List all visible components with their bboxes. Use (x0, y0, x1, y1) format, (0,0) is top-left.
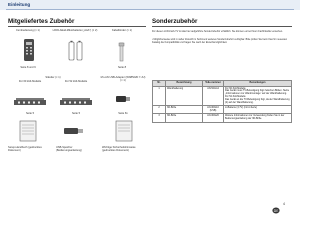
cell-part-number: AN-3DG10 (USB) (203, 106, 224, 114)
page-number-badge (272, 201, 282, 213)
cell-remarks: Weitere Informationen zur Verwendung finden Sie in der Bedienungsanleitung der 3D-Brille. (224, 114, 292, 122)
section-rule-left (8, 26, 146, 27)
cell-nr: 2 (153, 106, 166, 114)
ref-cable-tie: Seite 8 (117, 66, 127, 69)
optional-note (152, 38, 292, 44)
ref-usb-adapter: Seite 61 (118, 112, 128, 115)
label-usb-adapter: M-LAN USB-Adapter (WN8522D 7-JU) (× 1) (100, 76, 146, 83)
ref-stand-60: Seite 5 (25, 112, 35, 115)
label-stand: Ständer (× 1) (45, 76, 61, 79)
cell-remarks: Li-Batterie (3,7V) (mit A-Serie) (224, 106, 292, 114)
optional-intro-text: Für diesen LCD-Farb-TV ist das hier aufgeführte Sonderzubehör erhältlich. Sie können es bei Ihrem Fachhändler erwerben. (152, 30, 283, 33)
table-row (153, 114, 292, 122)
table-row (153, 86, 292, 105)
header-divider (6, 9, 294, 10)
section-title-optional-accessories: Sonderzubehör (152, 18, 198, 25)
section-title-included-accessories: Mitgeliefertes Zubehör (8, 18, 75, 25)
cell-nr: 3 (153, 114, 166, 122)
cell-part-number: AN-3DG20 (203, 114, 224, 122)
usb-adapter-image (114, 92, 132, 106)
label-safety-instructions: Wichtige Sicherheitshinweise (gedrucktes Dokument) (102, 146, 136, 153)
header-name: Bezeichnung (166, 81, 203, 87)
batteries-image (64, 40, 88, 62)
cell-name: 3D-Brille (166, 106, 203, 114)
label-cable-tie: Kabelbinder (× 1) (112, 29, 132, 32)
optional-note-text: Möglicherweise wird in naher Zukunft im Sortiment weiteres Sonderzubehör verfügbar. Bitte prüfen Sie beim Kauf im neuesten Katalog die Kompatibilität und fragen Sie nach der Erwerbsmöglichkeit. (152, 38, 288, 44)
label-remote-control: Fernbedienung (× 1) (16, 29, 40, 32)
section-rule-right (152, 26, 292, 27)
cell-name: Wandhalterung (166, 86, 203, 105)
safety-instructions-image (110, 120, 138, 142)
header-remarks: Bemerkungen (224, 81, 292, 87)
ref-stand-52: Seite 5 (71, 112, 81, 115)
header-part-number: Teile-nummer (203, 81, 224, 87)
stand-60-image (12, 89, 48, 109)
label-usb-memory: USB-Speicher (Bedienungsanleitung) (56, 146, 82, 153)
cell-part-number: AN-52AG4 (203, 86, 224, 105)
stand-52-image (58, 89, 94, 109)
page-badge-icon (272, 207, 280, 214)
label-stand-60: Für 60 Zoll-Modelle (18, 80, 42, 83)
setup-manual-image (14, 120, 42, 142)
cell-nr: 1 (153, 86, 166, 105)
cell-name: 3D-Brille (166, 114, 203, 122)
label-setup-manual: Setup-Handbuch (gedrucktes Dokument) (8, 146, 42, 153)
label-stand-52: Für 52 Zoll-Modelle (64, 80, 88, 83)
svg-text:DE: DE (273, 208, 279, 213)
remote-control-image (18, 38, 42, 62)
table-row (153, 106, 292, 114)
header-nr: Nr. (153, 81, 166, 87)
usb-memory-image (62, 122, 86, 140)
page-number: 4 (283, 202, 285, 206)
ref-remote: Seite 8 und 9 (20, 66, 36, 69)
cell-remarks: Für 60 Zoll-Modelle Das Gerät muss TV-Befestigung fügt zwischen Bilden. Siehe „Informationen zur Wandmontage“ auf der Wandhalterung. Für 52 Zoll-Modelle Das Gerät an die TV-Befestigung fügt, da der Wandhalterung (2) auf der Wandhalterung. (224, 86, 292, 105)
bullet-icon: • (152, 38, 154, 41)
optional-accessories-table (152, 80, 292, 123)
cable-tie-image (114, 42, 130, 62)
header-title: Einleitung (8, 2, 31, 7)
label-batteries: LR03-Alkali-Mikrobatterie („AAA") (× 2) (52, 29, 98, 32)
